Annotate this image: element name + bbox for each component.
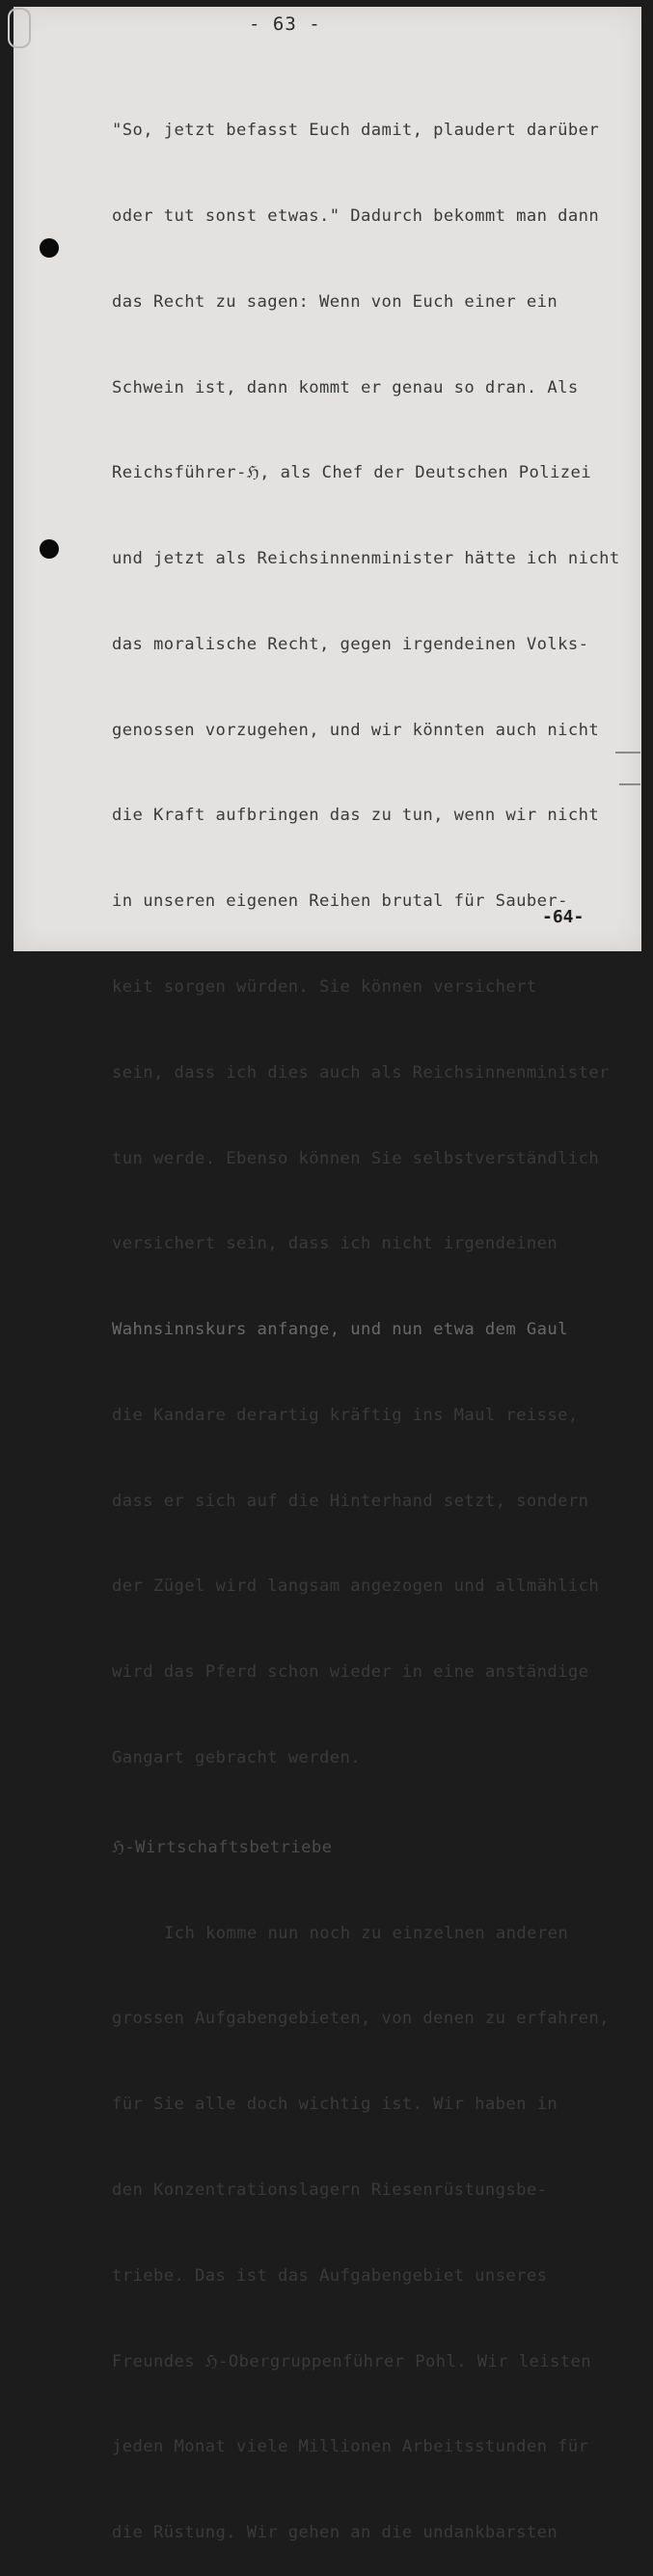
text-line: sein, dass ich dies auch als Reichsinnenminister [112,1062,610,1082]
typewritten-text [112,60,633,2576]
text-line: oder tut sonst etwas." Dadurch bekommt man dann [112,206,600,226]
text-line: versichert sein, dass ich nicht irgendeinen [112,1234,558,1254]
text-line: grossen Aufgabengebieten, von denen zu erfahren, [112,2009,610,2029]
section-heading: ℌ-Wirtschaftsbetriebe [112,1837,333,1857]
text-line: den Konzentrationslagern Riesenrüstungsbe- [112,2179,548,2200]
text-line: Schwein ist, dann kommt er genau so dran. Als [112,377,579,397]
text-line: genossen vorzugehen, und wir könnten auch nicht [112,720,600,740]
text-line: Wahnsinnskurs anfange, und nun etwa dem Gaul [112,1320,568,1340]
text-line: für Sie alle doch wichtig ist. Wir haben in [112,2095,558,2115]
paper-clip [8,8,31,48]
page-number-bottom: -64- [542,907,585,927]
text-line: Freundes ℌ-Obergruppenführer Pohl. Wir leisten [112,2351,592,2371]
text-line: tun werde. Ebenso können Sie selbstverständlich [112,1148,600,1168]
text-line: Reichsführer-ℌ, als Chef der Deutschen Polizei [112,463,592,483]
text-line: keit sorgen würden. Sie können versichert [112,977,537,997]
page-number-top: - 63 - [249,14,321,35]
text-line: die Kandare derartig kräftig ins Maul reisse, [112,1405,579,1425]
text-line: Gangart gebracht werden. [112,1748,361,1768]
text-line: die Kraft aufbringen das zu tun, wenn wir nicht [112,806,600,826]
text-line: triebe. Das ist das Aufgabengebiet unseres [112,2265,548,2286]
text-line: in unseren eigenen Reihen brutal für Sauber- [112,891,568,912]
punch-hole-upper [40,238,59,258]
text-line: die Rüstung. Wir gehen an die undankbarsten [112,2523,558,2543]
text-line: jeden Monat viele Millionen Arbeitsstunden für [112,2437,589,2457]
text-line: wird das Pferd schon wieder in eine anständige [112,1662,589,1683]
margin-mark [615,752,640,754]
punch-hole-lower [40,539,59,559]
text-line: "So, jetzt befasst Euch damit, plaudert darüber [112,121,600,141]
text-line: und jetzt als Reichsinnenminister hätte ich nicht [112,549,620,569]
text-line: das moralische Recht, gegen irgendeinen Volks- [112,634,589,654]
margin-mark [619,783,640,785]
text-line: dass er sich auf die Hinterhand setzt, sondern [112,1491,589,1511]
text-line: der Zügel wird langsam angezogen und allmählich [112,1576,600,1597]
text-line: Ich komme nun noch zu einzelnen anderen [164,1923,569,1943]
text-line: das Recht zu sagen: Wenn von Euch einer ein [112,291,558,312]
